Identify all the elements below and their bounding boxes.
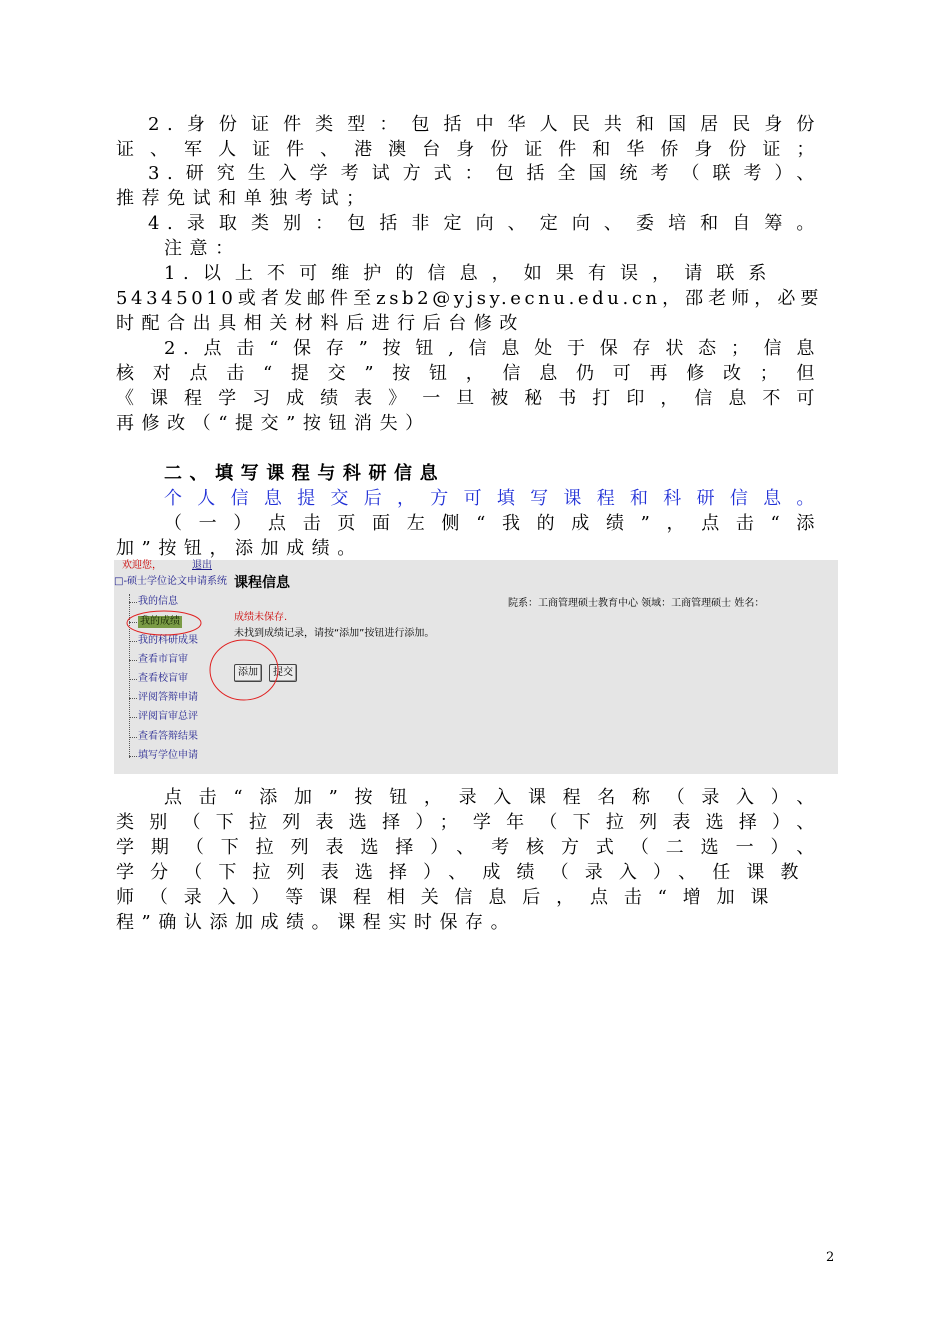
text-line: 点击“添加”按钮，录入课程名称（录入）、	[164, 787, 822, 808]
notice-text: 未找到成绩记录，请按“添加”按钮进行添加。	[234, 628, 435, 639]
submit-button[interactable]: 提交	[269, 664, 297, 682]
text-line: 1.以上不可维护的信息，如果有误，请联系	[164, 263, 774, 284]
text-line: 再修改（“提交”按钮消失）	[116, 413, 431, 434]
warning-text: 成绩未保存.	[234, 612, 288, 623]
text-line: 程”确认添加成绩。课程实时保存。	[116, 912, 517, 933]
text-line: 学分（下拉列表选择）、成绩（录入）、任课教	[116, 862, 806, 883]
tree-root-icon: □-	[114, 576, 128, 587]
text-line: 加”按钮，添加成绩。	[116, 538, 363, 559]
text-line: 3.研究生入学考试方式：包括全国统考（联考）、	[148, 163, 822, 184]
welcome-text: 欢迎您，	[122, 560, 162, 571]
tree-branch	[129, 698, 137, 699]
text-line: 类别（下拉列表选择）；学年（下拉列表选择）、	[116, 812, 822, 833]
tree-branch	[129, 737, 137, 738]
text-line: 师（录入）等课程相关信息后，点击“增加课	[116, 887, 776, 908]
sidebar-item-defense-apply[interactable]: 评阅答辩申请	[138, 692, 198, 703]
text-line: 推荐免试和单独考试；	[116, 188, 372, 209]
highlight-circle-icon	[124, 608, 204, 638]
text-line: 时配合出具相关材料后进行后台修改	[116, 313, 525, 334]
text-line: 2.身份证件类型：包括中华人民共和国居民身份	[148, 114, 822, 135]
text-line: 2.点击“保存”按钮,信息处于保存状态；信息	[164, 338, 822, 359]
text-line: 学期（下拉列表选择）、考核方式（二选一）、	[116, 837, 822, 858]
embedded-screenshot	[114, 560, 838, 774]
section-heading: 二、填写课程与科研信息	[164, 463, 446, 484]
sidebar-item-my-info[interactable]: 我的信息	[138, 596, 178, 607]
sidebar-item-school-review[interactable]: 查看校盲审	[138, 673, 188, 684]
text-line: 核对点击“提交”按钮，信息仍可再修改；但	[116, 363, 822, 384]
sidebar-item-my-grades[interactable]: 我的成绩	[140, 616, 180, 627]
tree-branch	[129, 602, 137, 603]
page-number: 2	[826, 1250, 835, 1265]
sidebar-item-research[interactable]: 我的科研成果	[138, 635, 198, 646]
tree-branch	[129, 679, 137, 680]
notice-heading: 注意：	[164, 238, 241, 259]
text-line: （一）点击页面左侧“我的成绩”，点击“添	[164, 513, 822, 534]
info-line: 院系：工商管理硕士教育中心 领域：工商管理硕士 姓名：	[508, 598, 765, 609]
tree-branch	[129, 717, 137, 718]
panel-title: 课程信息	[234, 575, 290, 591]
sidebar-item-review-summary[interactable]: 评阅盲审总评	[138, 711, 198, 722]
tree-branch	[129, 641, 137, 642]
highlight-circle-icon	[208, 638, 280, 702]
tree-branch	[129, 756, 137, 757]
add-button[interactable]: 添加	[234, 664, 262, 682]
text-line: 4.录取类别：包括非定向、定向、委培和自筹。	[148, 213, 822, 234]
text-line: 《课程学习成绩表》一旦被秘书打印，信息不可	[116, 388, 822, 409]
blue-note: 个人信息提交后，方可填写课程和科研信息。	[164, 488, 822, 509]
sidebar-item-degree-apply[interactable]: 填写学位申请	[138, 750, 198, 761]
logout-link[interactable]: 退出	[192, 560, 212, 571]
tree-root[interactable]	[114, 576, 227, 588]
sidebar-item-city-review[interactable]: 查看市盲审	[138, 654, 188, 665]
text-line: 54345010或者发邮件至zsb2@yjsy.ecnu.edu.cn，邵老师，必要	[116, 288, 822, 309]
tree-branch	[129, 660, 137, 661]
sidebar-item-defense-result[interactable]: 查看答辩结果	[138, 731, 198, 742]
text-line: 证、军人证件、港澳台身份证件和华侨身份证；	[116, 139, 822, 160]
tree-root-label: 硕士学位论文申请系统	[127, 576, 228, 587]
